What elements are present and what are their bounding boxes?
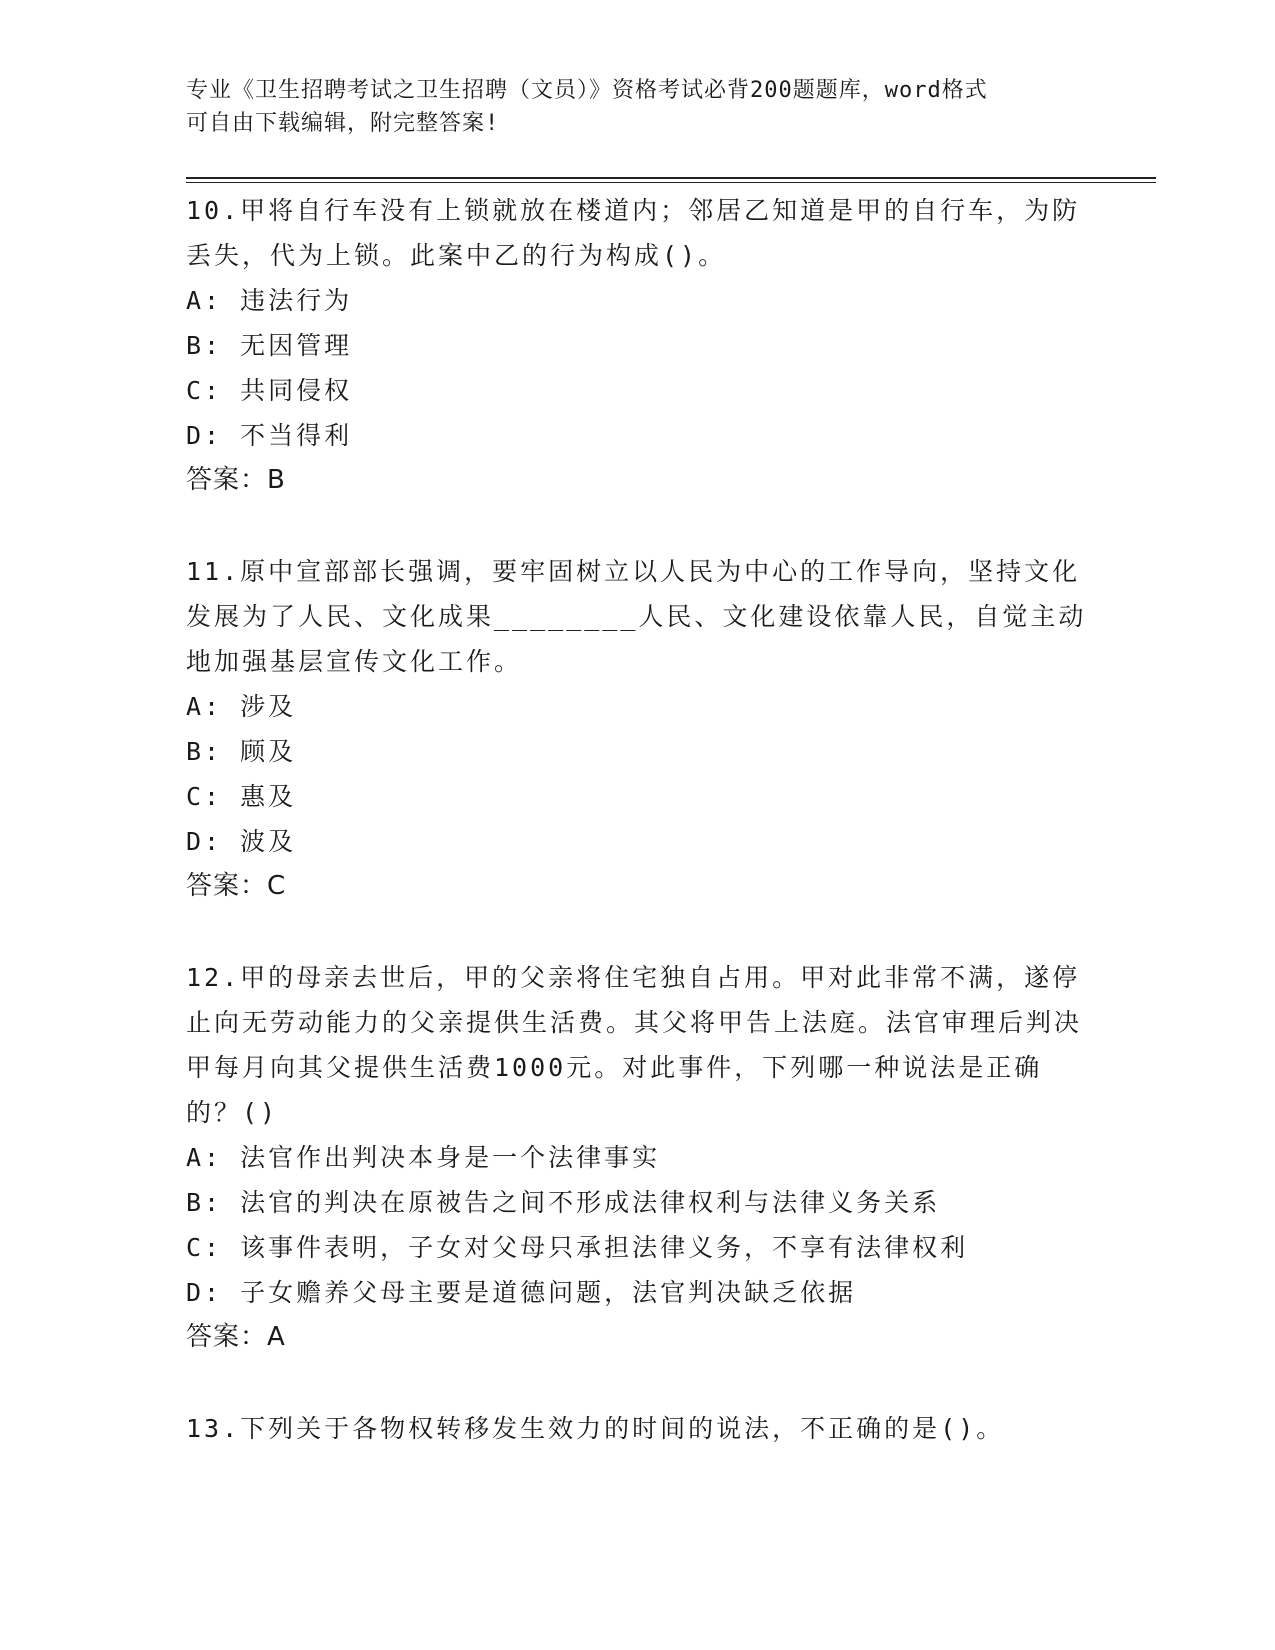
option-d: D: 不当得利 bbox=[186, 421, 353, 450]
option-c: C: 共同侵权 bbox=[186, 376, 353, 405]
option-b: B: 无因管理 bbox=[186, 331, 353, 360]
option-d: D: 子女赡养父母主要是道德问题，法官判决缺乏依据 bbox=[186, 1278, 857, 1307]
question-11 bbox=[186, 549, 1096, 909]
question-stem: 10.甲将自行车没有上锁就放在楼道内；邻居乙知道是甲的自行车，为防丢失，代为上锁。此案中乙的行为构成()。 bbox=[186, 196, 1081, 270]
header-rule-thin bbox=[186, 182, 1156, 183]
question-stem: 12.甲的母亲去世后，甲的父亲将住宅独自占用。甲对此非常不满，遂停止向无劳动能力的父亲提供生活费。其父将甲告上法庭。法官审理后判决甲每月向其父提供生活费1000元。对此事件，下列哪一种说法是正确的？() bbox=[186, 963, 1083, 1127]
question-13 bbox=[186, 1406, 1096, 1451]
option-d: D: 波及 bbox=[186, 827, 297, 856]
option-b: B: 顾及 bbox=[186, 737, 297, 766]
question-stem: 13.下列关于各物权转移发生效力的时间的说法，不正确的是()。 bbox=[186, 1414, 1005, 1443]
option-b: B: 法官的判决在原被告之间不形成法律权利与法律义务关系 bbox=[186, 1188, 941, 1217]
question-stem: 11.原中宣部部长强调，要牢固树立以人民为中心的工作导向，坚持文化发展为了人民、文化成果________人民、文化建设依靠人民，自觉主动地加强基层宣传文化工作。 bbox=[186, 557, 1087, 676]
answer-line: 答案：A bbox=[186, 1322, 286, 1352]
option-c: C: 惠及 bbox=[186, 782, 297, 811]
answer-line: 答案：C bbox=[186, 871, 287, 901]
option-a: A: 涉及 bbox=[186, 692, 297, 721]
question-10 bbox=[186, 188, 1096, 503]
option-a: A: 违法行为 bbox=[186, 286, 353, 315]
answer-line: 答案：B bbox=[186, 465, 286, 495]
header-rule-thick bbox=[186, 177, 1156, 179]
question-list bbox=[186, 188, 1096, 1497]
header-line-2: 可自由下载编辑，附完整答案! bbox=[186, 111, 500, 136]
option-a: A: 法官作出判决本身是一个法律事实 bbox=[186, 1143, 661, 1172]
question-12 bbox=[186, 955, 1096, 1360]
option-c: C: 该事件表明，子女对父母只承担法律义务，不享有法律权利 bbox=[186, 1233, 969, 1262]
header-line-1: 专业《卫生招聘考试之卫生招聘（文员）》资格考试必背200题题库，word格式 bbox=[186, 78, 988, 103]
document-header bbox=[186, 74, 1086, 140]
